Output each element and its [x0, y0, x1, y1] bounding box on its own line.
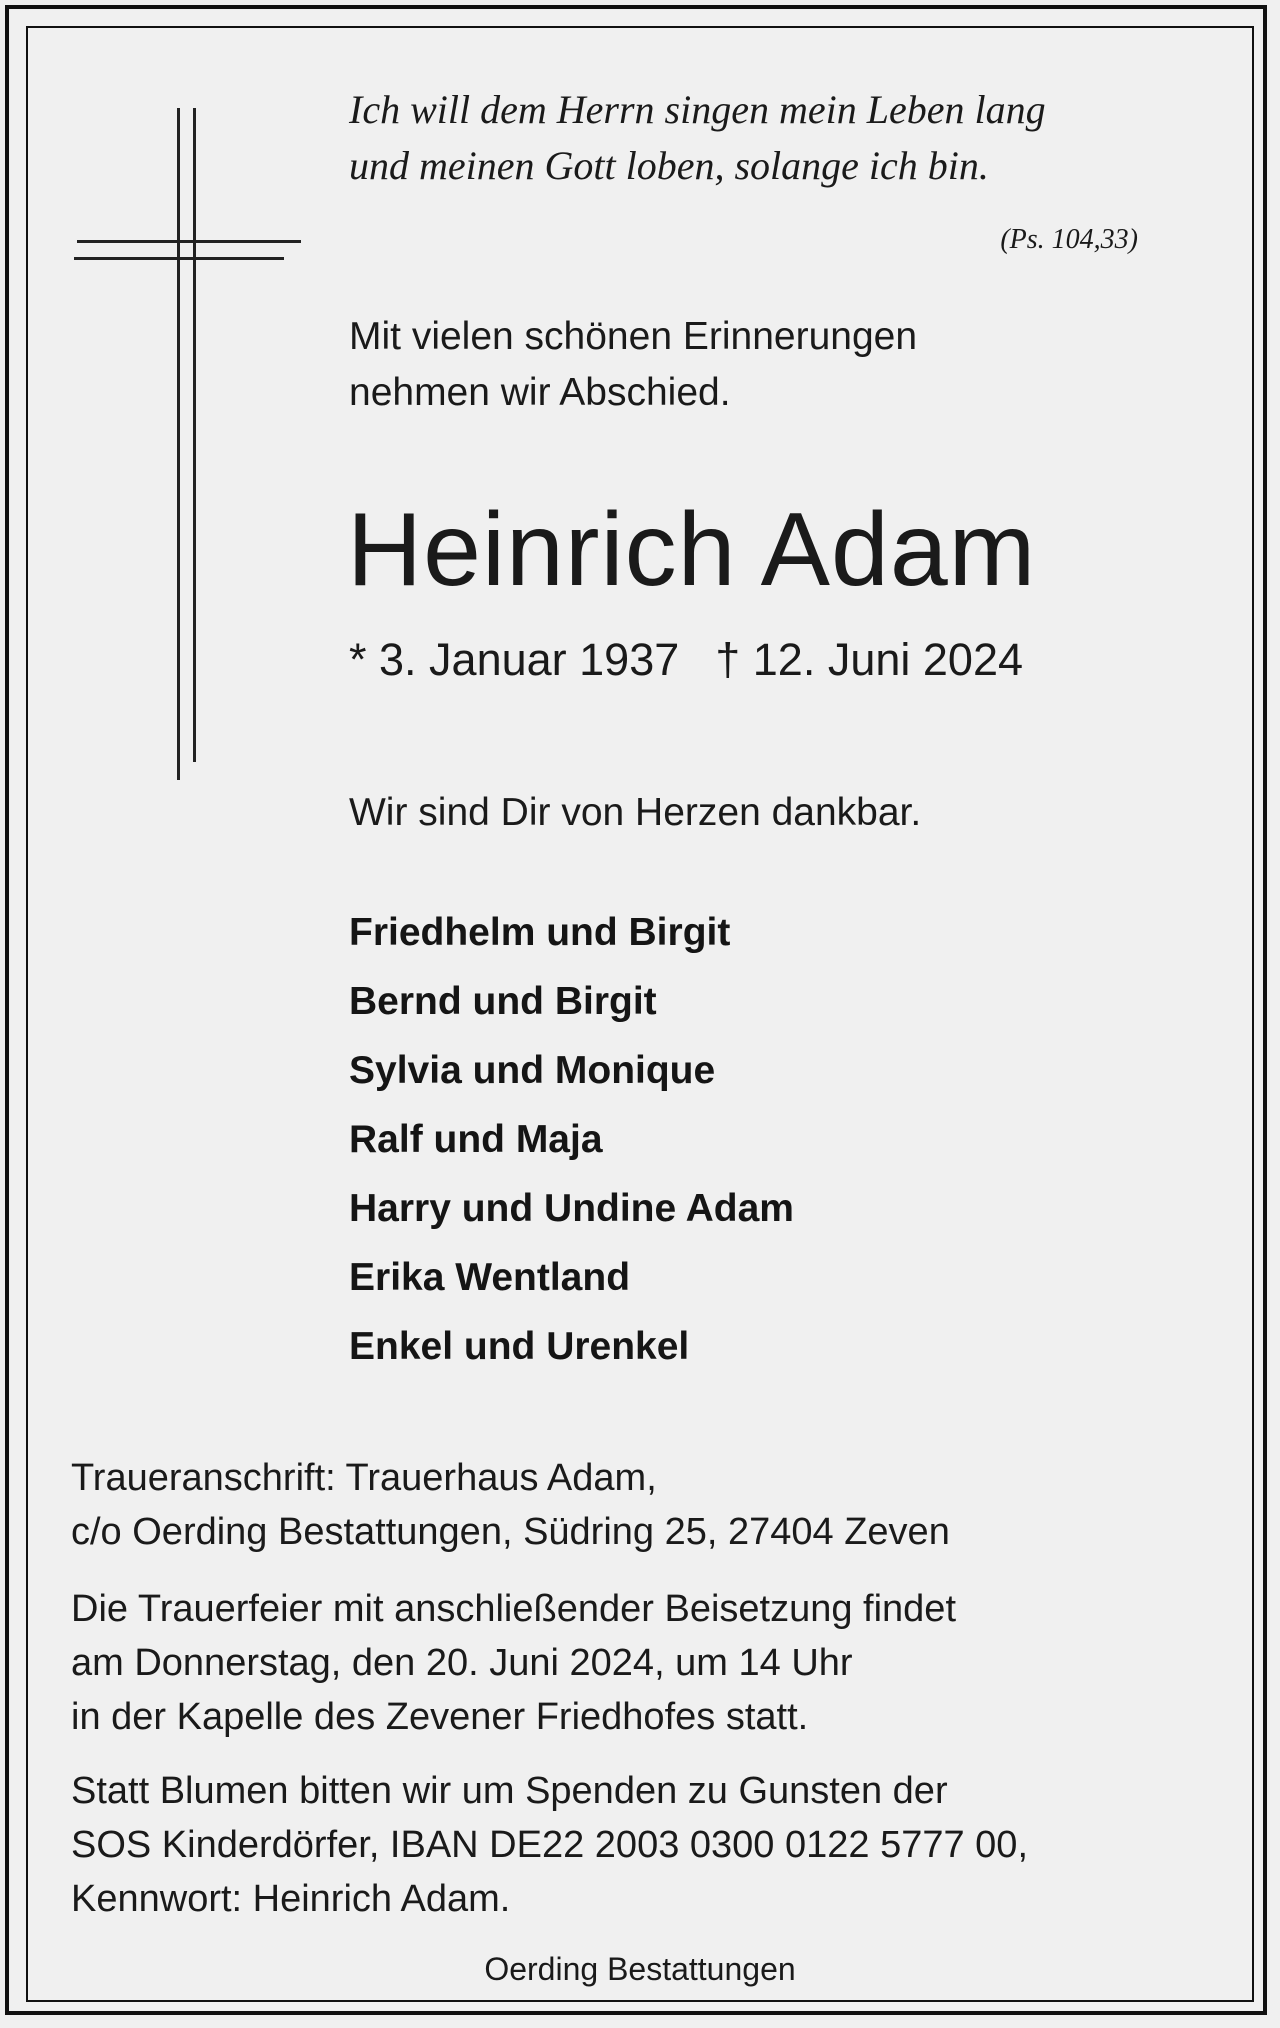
- donation-info: [71, 1764, 1028, 1926]
- intro-line-1: Mit vielen schönen Erinnerungen: [349, 315, 918, 358]
- funeral-service-info: [71, 1582, 956, 1744]
- death-date: † 12. Juni 2024: [715, 634, 1023, 685]
- family-member: Friedhelm und Birgit: [349, 911, 731, 954]
- verse-line-2: und meinen Gott loben, solange ich bin.: [349, 143, 989, 188]
- address-line-2: c/o Oerding Bestattungen, Südring 25, 27404 Zeven: [71, 1511, 950, 1553]
- family-member: Bernd und Birgit: [349, 980, 657, 1023]
- donation-line-3: Kennwort: Heinrich Adam.: [71, 1878, 511, 1920]
- life-dates: [349, 630, 1023, 690]
- undertaker-name: Oerding Bestattungen: [484, 1951, 796, 1987]
- cross-vertical-bar-1: [177, 108, 180, 780]
- family-member: Enkel und Urenkel: [349, 1325, 690, 1368]
- bible-verse: [349, 82, 1046, 194]
- donation-line-1: Statt Blumen bitten wir um Spenden zu Gunsten der: [71, 1770, 948, 1812]
- birth-date: * 3. Januar 1937: [349, 634, 680, 685]
- family-member: Erika Wentland: [349, 1256, 631, 1299]
- family-list: [349, 898, 794, 1381]
- family-member: Sylvia und Monique: [349, 1049, 716, 1092]
- intro-text: [349, 309, 917, 421]
- verse-line-1: Ich will dem Herrn singen mein Leben lang: [349, 87, 1046, 132]
- address-line-1: Traueranschrift: Trauerhaus Adam,: [71, 1457, 657, 1499]
- thanks-text: Wir sind Dir von Herzen dankbar.: [349, 791, 922, 834]
- verse-reference: (Ps. 104,33): [1000, 224, 1138, 255]
- deceased-name: Heinrich Adam: [347, 492, 1037, 608]
- intro-line-2: nehmen wir Abschied.: [349, 371, 731, 414]
- service-line-1: Die Trauerfeier mit anschließender Beisetzung findet: [71, 1588, 957, 1630]
- cross-vertical-bar-2: [193, 108, 196, 762]
- family-member: Harry und Undine Adam: [349, 1187, 794, 1230]
- service-line-3: in der Kapelle des Zevener Friedhofes statt.: [71, 1696, 809, 1738]
- cross-horizontal-bar-2: [74, 257, 284, 260]
- family-member: Ralf und Maja: [349, 1118, 603, 1161]
- cross-horizontal-bar-1: [77, 240, 301, 243]
- service-line-2: am Donnerstag, den 20. Juni 2024, um 14 Uhr: [71, 1642, 853, 1684]
- donation-line-2: SOS Kinderdörfer, IBAN DE22 2003 0300 0122 5777 00,: [71, 1824, 1028, 1866]
- mourning-address: [71, 1451, 950, 1559]
